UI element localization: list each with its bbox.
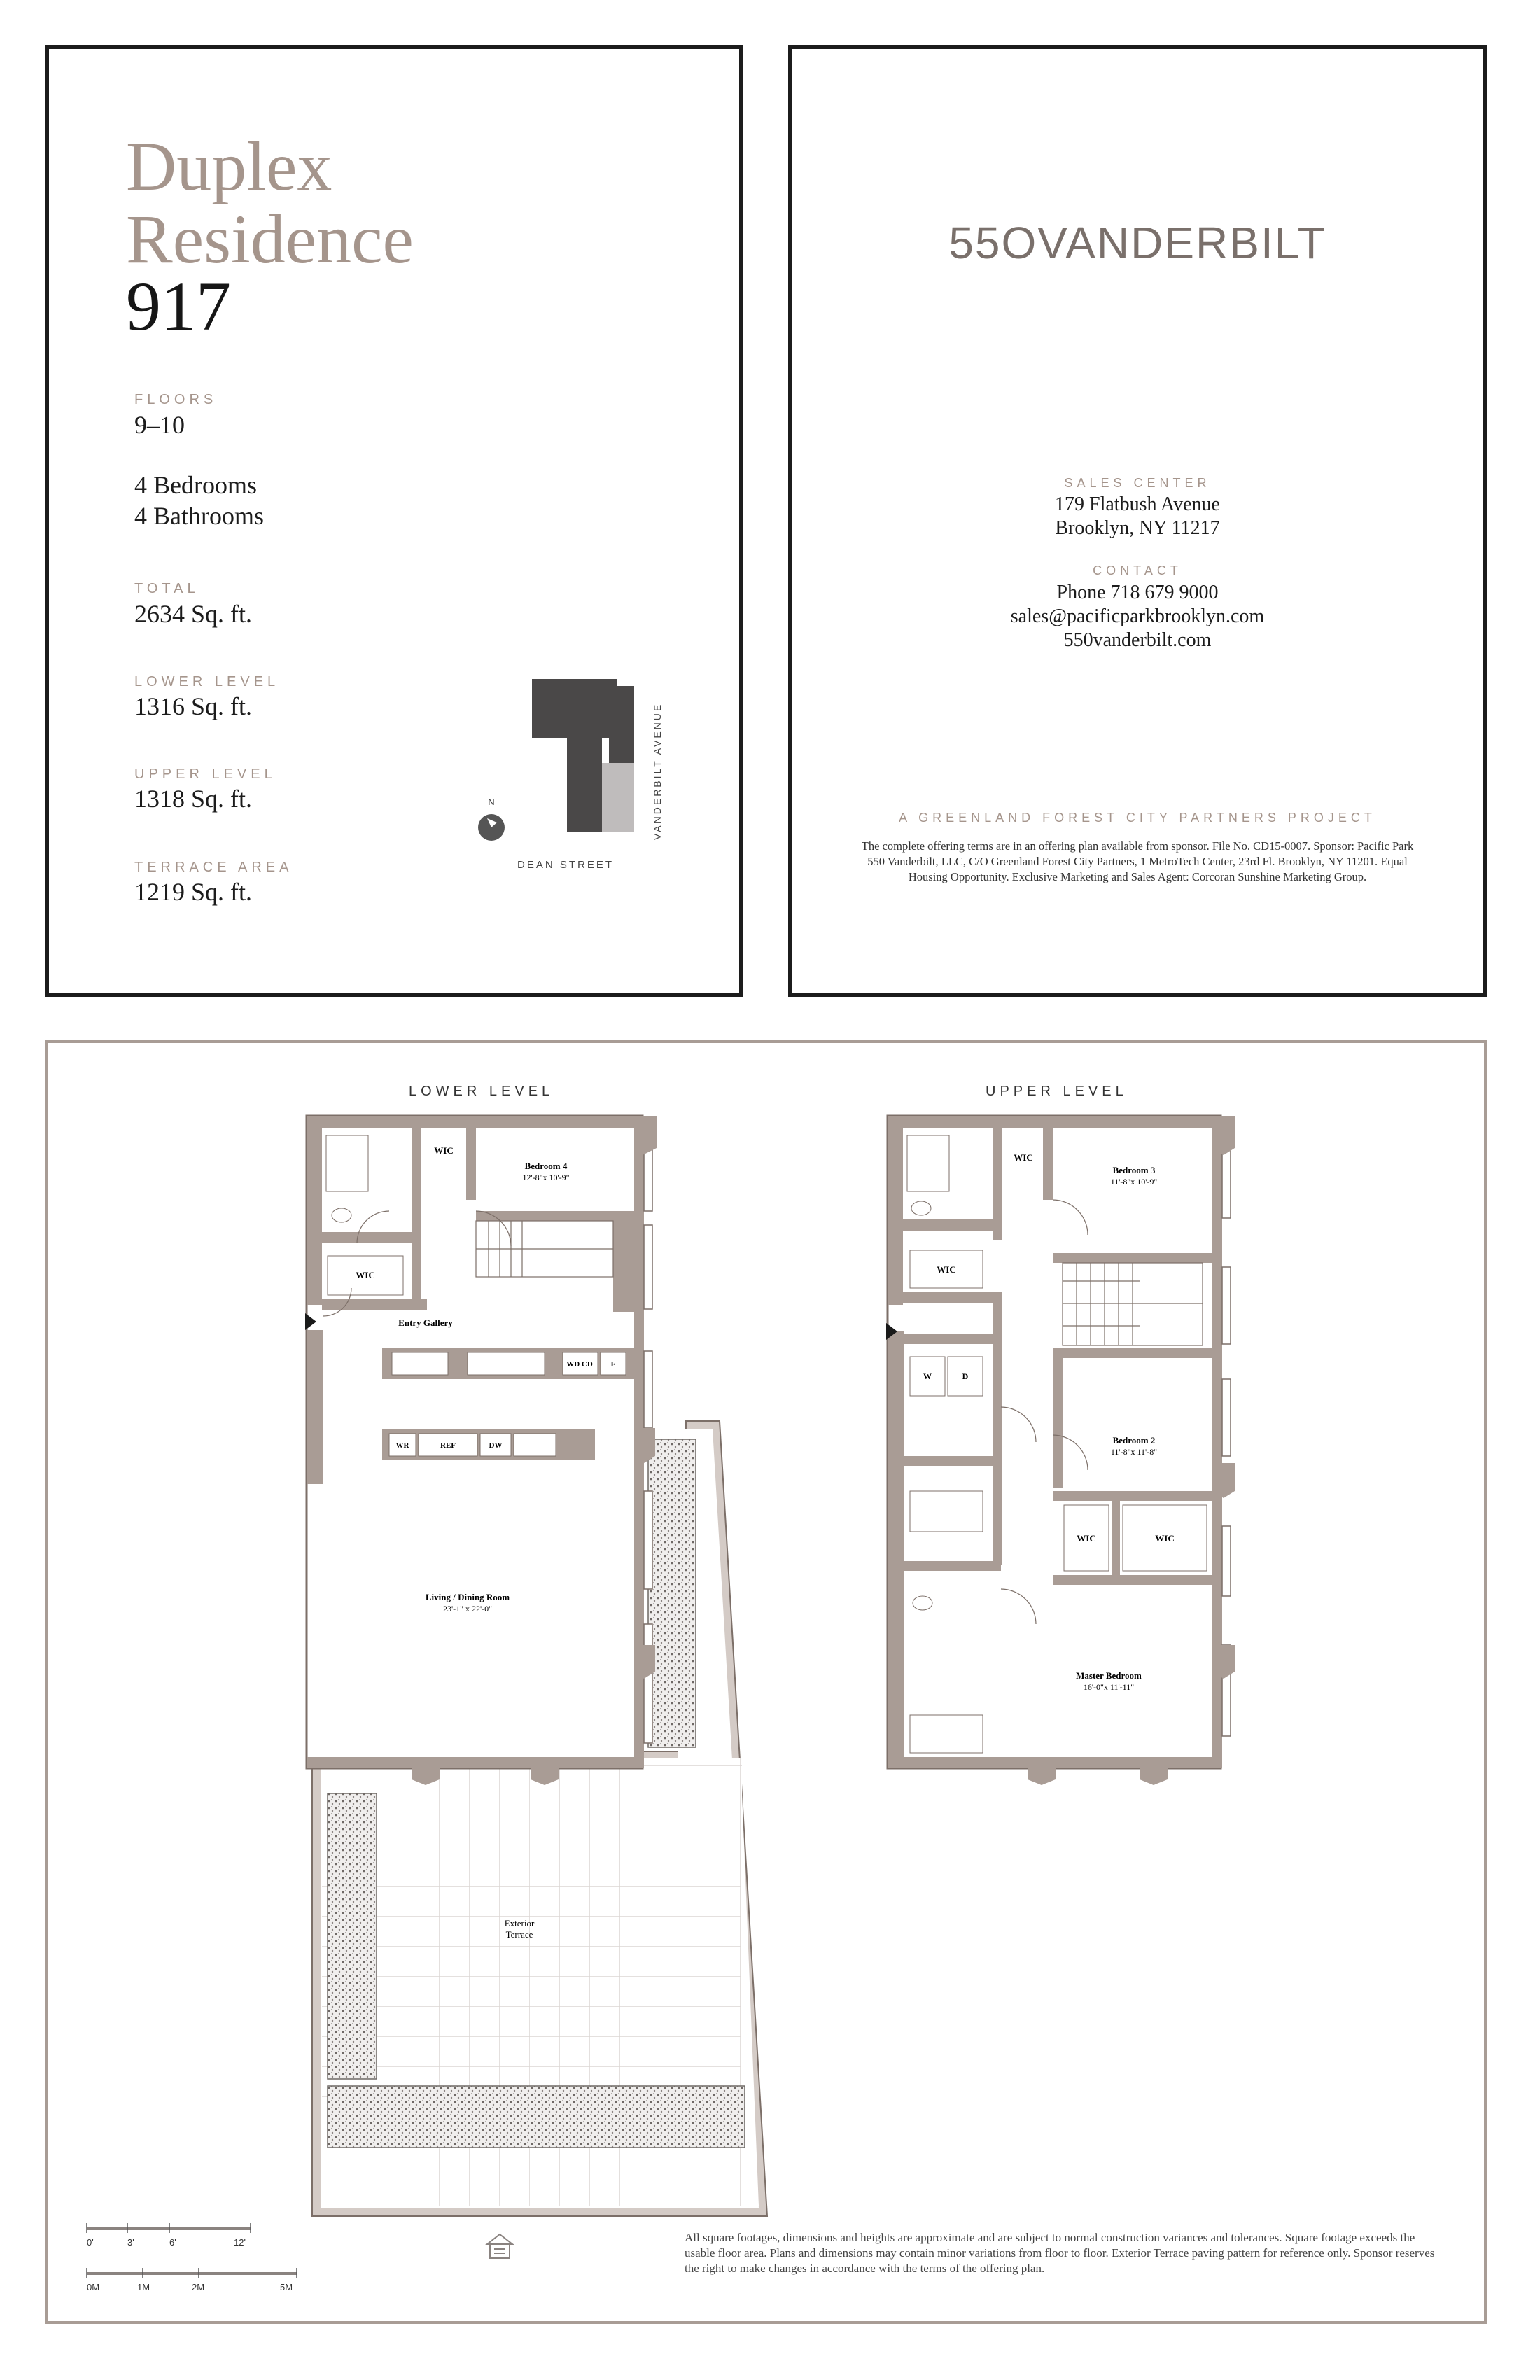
sink <box>392 1352 448 1375</box>
floor-plan-drawing <box>48 1043 1484 2321</box>
wall <box>903 1219 1001 1231</box>
column <box>634 1428 655 1463</box>
sales-center-label: SALES CENTER <box>1064 476 1211 490</box>
wall <box>307 1116 322 1305</box>
wall <box>322 1232 421 1243</box>
bathtub <box>910 1715 983 1753</box>
key-plan <box>427 665 721 959</box>
bedrooms-count: 4 Bedrooms <box>134 471 257 499</box>
total-label: TOTAL <box>134 581 200 596</box>
window <box>644 1225 652 1309</box>
project-tagline: A GREENLAND FOREST CITY PARTNERS PROJECT <box>899 811 1376 825</box>
wall <box>322 1299 427 1310</box>
wall <box>1053 1491 1212 1501</box>
toilet <box>913 1596 932 1610</box>
wall <box>476 1211 634 1221</box>
toilet <box>911 1201 931 1215</box>
north-label: N <box>488 797 495 807</box>
scale-ft-12: 12' <box>234 2237 246 2248</box>
wall <box>888 1116 1221 1128</box>
scale-m-2: 2M <box>192 2282 205 2292</box>
column <box>1028 1757 1056 1785</box>
scale-bar-feet <box>87 2223 251 2248</box>
wall <box>903 1292 1001 1303</box>
window <box>1222 1267 1231 1344</box>
window <box>644 1624 652 1743</box>
wall <box>903 1334 1001 1344</box>
column <box>531 1757 559 1785</box>
upper-level-label: UPPER LEVEL <box>134 766 276 782</box>
column <box>634 1116 657 1155</box>
bedroom4-label: Bedroom 4 <box>524 1161 568 1171</box>
sales-address-line1: 179 Flatbush Avenue <box>1055 493 1220 515</box>
upper-level-value: 1318 Sq. ft. <box>134 785 253 813</box>
shower <box>326 1135 368 1191</box>
scale-bar-meters <box>87 2268 297 2292</box>
toilet <box>332 1208 351 1222</box>
wall <box>1053 1348 1212 1358</box>
wall <box>412 1116 421 1242</box>
vanderbilt-avenue-label: VANDERBILT AVENUE <box>652 702 663 840</box>
terrace-label-line1: Exterior <box>504 1918 535 1928</box>
terrace-area-label: TERRACE AREA <box>134 860 293 875</box>
floors-label: FLOORS <box>134 392 218 407</box>
sales-info-card <box>788 45 1487 997</box>
window <box>644 1351 652 1428</box>
equal-housing-icon <box>487 2234 512 2258</box>
bathtub <box>910 1491 983 1532</box>
bedroom3-dimensions: 11'-8"x 10'-9" <box>1110 1177 1158 1186</box>
wall <box>1043 1116 1053 1200</box>
title-residence: Residence <box>126 200 414 278</box>
wall <box>993 1292 1002 1334</box>
living-dining-dimensions: 23'-1" x 22'-0" <box>442 1604 493 1614</box>
unit-summary-card <box>45 45 743 997</box>
floor-plans-panel <box>45 1040 1487 2324</box>
unit-number: 917 <box>126 267 231 345</box>
upper-wic1-label: WIC <box>1014 1152 1033 1163</box>
upper-wic2-label: WIC <box>937 1264 956 1275</box>
master-bedroom-dimensions: 16'-0"x 11'-11" <box>1083 1682 1135 1692</box>
washer-label: W <box>923 1371 932 1381</box>
lower-level-label: LOWER LEVEL <box>134 674 280 690</box>
master-bedroom-label: Master Bedroom <box>1076 1670 1142 1681</box>
wd-label: WD CD <box>566 1360 593 1368</box>
wall <box>903 1561 1001 1571</box>
stair <box>1063 1263 1203 1345</box>
plan-disclaimer: All square footages, dimensions and heights are approximate and are subject to normal construction variances and tolerances. Square footage exceeds the usable floor area. Plans and dimensions may contain minor variations from floor to floor. Exterior Terrace paving pattern for reference only. Sponsor reserves the right to make changes in accordance with the terms of the offering plan. <box>685 2231 1435 2275</box>
dryer-label: D <box>962 1371 969 1381</box>
upper-wic3-label: WIC <box>1077 1533 1096 1544</box>
terrace-area-value: 1219 Sq. ft. <box>134 878 253 906</box>
wall <box>307 1330 323 1484</box>
bedroom2-label: Bedroom 2 <box>1112 1435 1156 1446</box>
wall <box>993 1116 1002 1240</box>
scale-ft-3: 3' <box>127 2237 134 2248</box>
wall <box>1053 1253 1212 1263</box>
lower-level-plan <box>305 1116 767 2216</box>
shower <box>907 1135 949 1191</box>
f-label: F <box>610 1360 616 1368</box>
scale-m-1: 1M <box>137 2282 150 2292</box>
wall <box>888 1116 903 1305</box>
keyplan-building-wing <box>567 707 602 832</box>
planter-east <box>648 1439 696 1747</box>
lower-wic1-label: WIC <box>434 1145 454 1156</box>
keyplan-highlight-unit <box>602 763 634 832</box>
scale-ft-6: 6' <box>169 2237 176 2248</box>
wall <box>1053 1348 1063 1488</box>
dw-label: DW <box>489 1441 503 1450</box>
contact-label: CONTACT <box>1093 564 1182 578</box>
sales-address-line2: Brooklyn, NY 11217 <box>1055 517 1220 539</box>
title-duplex: Duplex <box>126 127 332 205</box>
wall <box>307 1757 644 1768</box>
wall <box>466 1116 476 1200</box>
wr-label: WR <box>396 1441 410 1450</box>
upper-level-title: UPPER LEVEL <box>986 1084 1128 1099</box>
wall <box>412 1240 421 1303</box>
wall <box>1112 1501 1120 1575</box>
bedroom3-label: Bedroom 3 <box>1112 1165 1156 1175</box>
terrace-label-line2: Terrace <box>505 1929 533 1940</box>
column <box>1140 1757 1168 1785</box>
contact-website[interactable]: 550vanderbilt.com <box>1063 629 1212 651</box>
keyplan-building-east <box>609 686 634 763</box>
scale-m-0: 0M <box>87 2282 100 2292</box>
wall <box>993 1334 1002 1565</box>
window <box>644 1491 652 1589</box>
column <box>1212 1463 1235 1498</box>
bedroom4-dimensions: 12'-8"x 10'-9" <box>522 1172 570 1182</box>
planter-west <box>328 1793 377 2079</box>
lower-wic2-label: WIC <box>356 1270 375 1280</box>
column <box>412 1757 440 1785</box>
scale-ft-0: 0' <box>87 2237 94 2248</box>
contact-phone[interactable]: Phone 718 679 9000 <box>1056 582 1219 603</box>
cooktop <box>514 1434 556 1456</box>
window <box>1222 1379 1231 1456</box>
bedroom2-dimensions: 11'-8"x 11'-8" <box>1110 1447 1158 1457</box>
column <box>1212 1645 1235 1679</box>
total-value: 2634 Sq. ft. <box>134 600 253 628</box>
scale-m-5: 5M <box>280 2282 293 2292</box>
lower-level-title: LOWER LEVEL <box>409 1084 554 1099</box>
column <box>1212 1116 1235 1155</box>
upper-wic4-label: WIC <box>1155 1533 1175 1544</box>
dean-street-label: DEAN STREET <box>517 859 615 871</box>
wall <box>1053 1575 1212 1585</box>
upper-level-plan <box>886 1116 1235 1785</box>
wall <box>613 1221 634 1312</box>
living-dining-label: Living / Dining Room <box>425 1592 510 1602</box>
planter-south <box>328 2086 745 2148</box>
contact-email[interactable]: sales@pacificparkbrooklyn.com <box>1010 606 1265 627</box>
wall <box>903 1456 1001 1466</box>
range <box>468 1352 545 1375</box>
floors-value: 9–10 <box>134 411 185 439</box>
column <box>634 1645 655 1679</box>
window <box>1222 1526 1231 1596</box>
stair <box>476 1221 613 1277</box>
lower-level-value: 1316 Sq. ft. <box>134 692 253 720</box>
ref-label: REF <box>440 1441 456 1450</box>
entry-gallery-label: Entry Gallery <box>398 1317 453 1328</box>
bathrooms-count: 4 Bathrooms <box>134 502 264 530</box>
offering-fine-print: The complete offering terms are in an offering plan available from sponsor. File No. CD15-0007. Sponsor: Pacific Park 550 Vanderbilt, LLC, C/O Greenland Forest City Partners, 1 MetroTech Center, 23rd Fl. Brooklyn, NY 11201. Equal Housing Opportunity. Exclusive Marketing and Sales Agent: Corcoran Sunshine Marketing Group. <box>861 839 1414 883</box>
wall <box>888 1331 904 1765</box>
brand-logo: 55OVANDERBILT <box>948 218 1326 268</box>
